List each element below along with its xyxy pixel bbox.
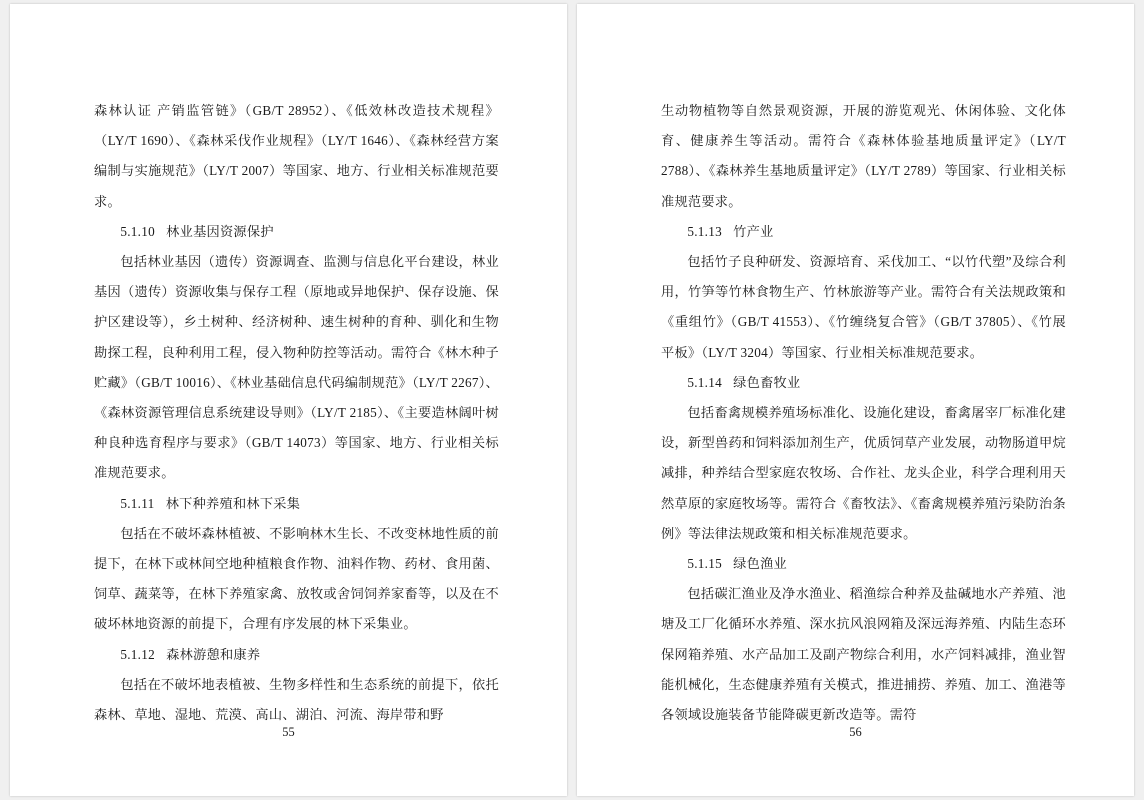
section-heading <box>661 217 1066 247</box>
section-title: 森林游憩和康养 <box>166 646 261 662</box>
paragraph: 包括林业基因（遗传）资源调查、监测与信息化平台建设，林业基因（遗传）资源收集与保存工程（原地或异地保护、保存设施、保护区建设等），乡土树种、经济树种、速生树种的育种、驯化和生物勘探工程，良种利用工程，侵入物种防控等活动。需符合《林木种子贮藏》（GB/T 10016）、《林业基础信息代码编制规范》（LY/T 2267）、《森林资源管理信息系统建设导则》（LY/T 2185）、《主要造林阔叶树种良种选育程序与要求》（GB/T 14073）等国家、地方、行业相关标准规范要求。 <box>94 254 499 481</box>
page-number: 56 <box>849 725 862 739</box>
section-number: 5.1.15 <box>687 556 722 572</box>
paragraph: 包括在不破坏森林植被、不影响林木生长、不改变林地性质的前提下，在林下或林间空地种植粮食作物、油料作物、药材、食用菌、饲草、蔬菜等，在林下养殖家禽、放牧或舍饲饲养家畜等，以及在不破坏林地资源的前提下，合理有序发展的林下采集业。 <box>94 525 499 632</box>
section-title: 林下种养殖和林下采集 <box>165 495 301 511</box>
paragraph: 包括碳汇渔业及净水渔业、稻渔综合种养及盐碱地水产养殖、池塘及工厂化循环水养殖、深水抗风浪网箱及深远海养殖、内陆生态环保网箱养殖、水产品加工及副产物综合利用，水产饲料减排，渔业智能机械化，生态健康养殖有关模式，推进捕捞、养殖、加工、渔港等各领域设施装备节能降碳更新改造等。需符 <box>661 586 1066 723</box>
paragraph: 森林认证 产销监管链》（GB/T 28952）、《低效林改造技术规程》（LY/T 1690）、《森林采伐作业规程》（LY/T 1646）、《森林经营方案编制与实施规范》（LY/T 2007）等国家、地方、行业相关标准规范要求。 <box>94 103 499 209</box>
section-heading <box>661 549 1066 579</box>
section-heading <box>661 368 1066 398</box>
section-title: 林业基因资源保护 <box>166 223 274 239</box>
section-number: 5.1.14 <box>687 374 722 390</box>
section-number: 5.1.12 <box>120 646 155 662</box>
section-heading <box>94 640 499 670</box>
section-title: 绿色渔业 <box>733 556 787 572</box>
section-number: 5.1.11 <box>120 495 155 511</box>
paragraph: 包括畜禽规模养殖场标准化、设施化建设，畜禽屠宰厂标准化建设，新型兽药和饲料添加剂生产，优质饲草产业发展，动物肠道甲烷减排，种养结合型家庭农牧场、合作社、龙头企业，科学合理利用天然草原的家庭牧场等。需符合《畜牧法》、《畜禽规模养殖污染防治条例》等法律法规政策和相关标准规范要求。 <box>661 405 1066 541</box>
page-number: 55 <box>282 725 295 739</box>
section-number: 5.1.13 <box>687 223 722 239</box>
paragraph: 包括竹子良种研发、资源培育、采伐加工、“以竹代塑”及综合利用，竹笋等竹林食物生产、竹林旅游等产业。需符合有关法规政策和《重组竹》（GB/T 41553）、《竹缠绕复合管》（GB/T 37805）、《竹展平板》（LY/T 3204）等国家、行业相关标准规范要求。 <box>661 254 1066 360</box>
section-title: 绿色畜牧业 <box>733 374 801 390</box>
section-number: 5.1.10 <box>120 223 155 239</box>
page-left-body <box>94 96 499 723</box>
section-title: 竹产业 <box>733 223 774 239</box>
page-left <box>10 4 567 796</box>
paragraph: 包括在不破坏地表植被、生物多样性和生态系统的前提下，依托森林、草地、湿地、荒漠、高山、湖泊、河流、海岸带和野 <box>94 676 499 723</box>
section-heading <box>94 217 499 247</box>
page-right-body <box>661 96 1066 723</box>
page-right <box>577 4 1134 796</box>
paragraph: 生动物植物等自然景观资源，开展的游览观光、休闲体验、文化体育、健康养生等活动。需符合《森林体验基地质量评定》（LY/T 2788）、《森林养生基地质量评定》（LY/T 2789）等国家、行业相关标准规范要求。 <box>661 103 1066 209</box>
section-heading <box>94 489 499 519</box>
